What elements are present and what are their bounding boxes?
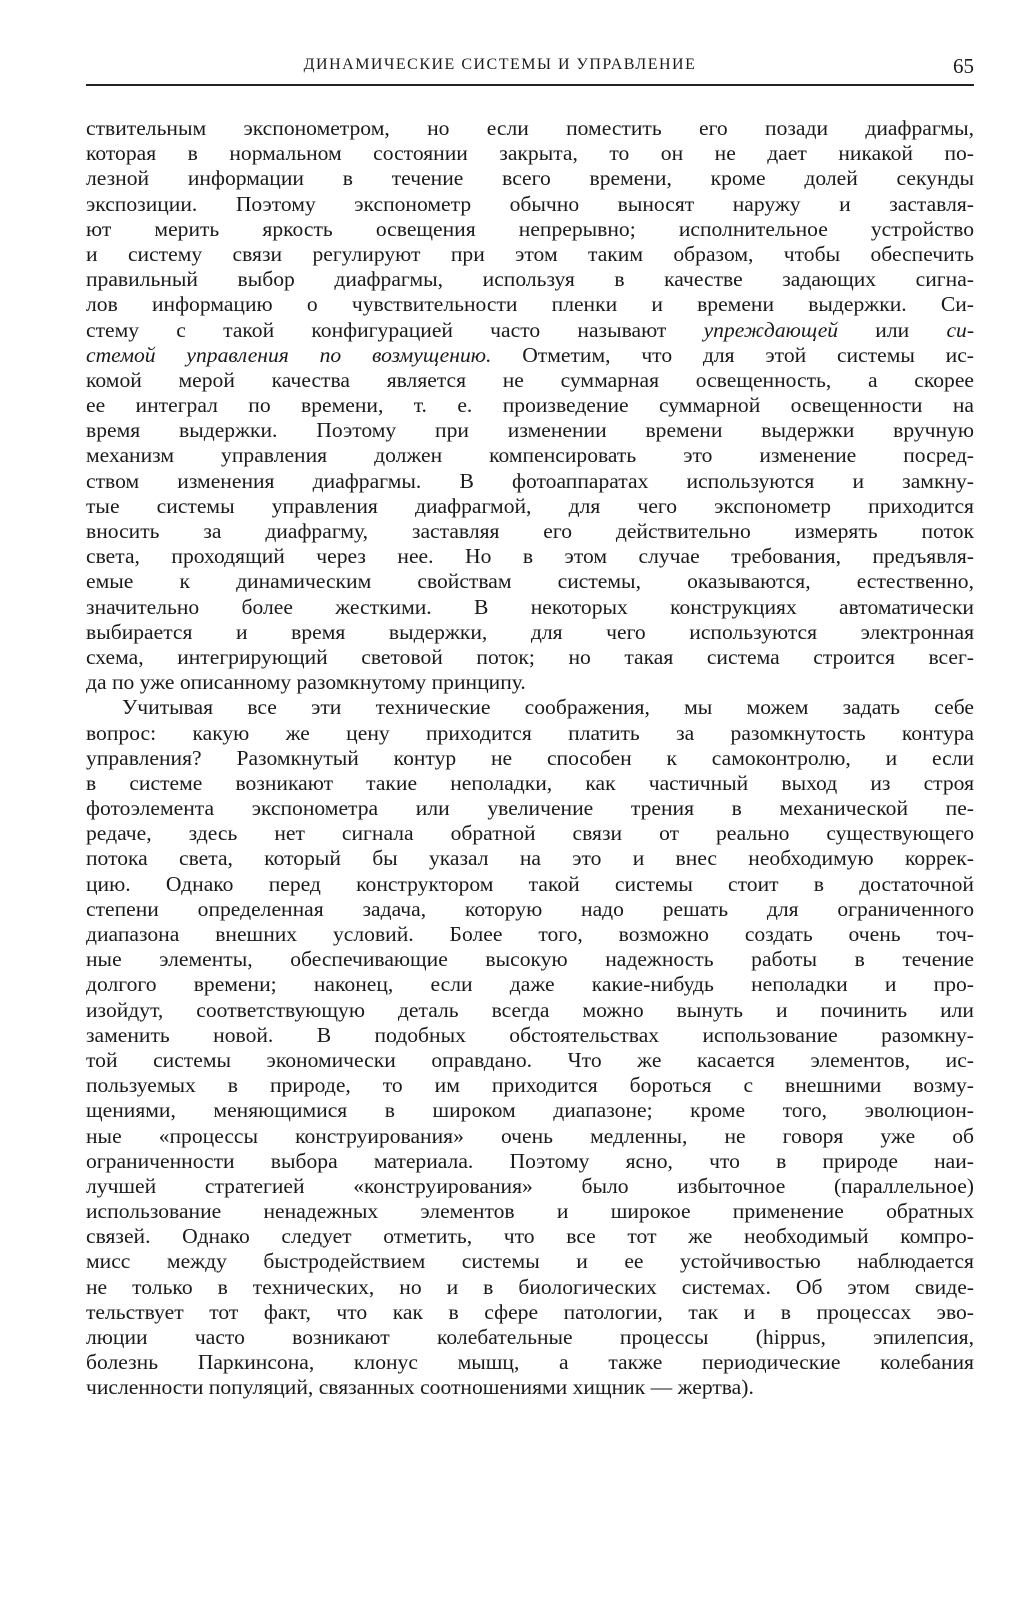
text-line: редаче, здесь нет сигнала обратной связи от реально существующего [86,821,974,846]
page-number: 65 [953,54,974,78]
text-line: степени определенная задача, которую надо решать для ограниченного [86,896,974,921]
paragraph [86,116,974,695]
text-line: той системы экономически оправдано. Что же касается элементов, ис- [86,1047,974,1072]
text-line: Учитывая все эти технические соображения, мы можем задать себе [122,695,974,720]
text-line: которая в нормальном состоянии закрыта, то он не дает никакой по- [86,141,974,166]
text-line: стему с такой конфигурацией часто называют упреждающей или си- [86,317,975,342]
text-line: численности популяций, связанных соотношениями хищник — жертва). [86,1375,754,1400]
running-title: ДИНАМИЧЕСКИЕ СИСТЕМЫ И УПРАВЛЕНИЕ [303,56,697,73]
text-line: света, проходящий через нее. Но в этом случае требования, предъявля- [86,544,974,569]
text-line: лов информацию о чувствительности пленки и времени выдержки. Си- [86,292,974,317]
text-line: значительно более жесткими. В некоторых конструкциях автоматически [86,594,974,619]
body-text [86,116,974,1401]
text-line: ограниченности выбора материала. Поэтому ясно, что в природе наи- [86,1148,974,1173]
text-line: использование ненадежных элементов и широкое применение обратных [86,1199,974,1224]
text-line: цию. Однако перед конструктором такой системы стоит в достаточной [86,871,974,896]
text-line: ством изменения диафрагмы. В фотоаппаратах используются и замкну- [86,468,974,493]
text-line: время выдержки. Поэтому при изменении времени выдержки вручную [86,418,974,443]
text-line: стемой управления по возмущению. Отметим, что для этой системы ис- [86,342,974,367]
text-line: люции часто возникают колебательные процессы (hippus, эпилепсия, [86,1325,974,1349]
text-line: ные элементы, обеспечивающие высокую надежность работы в течение [86,947,974,972]
text-line: ствительным экспонометром, но если поместить его позади диафрагмы, [86,116,974,140]
text-line: выбирается и время выдержки, для чего используются электронная [86,619,974,644]
running-head [86,54,974,86]
text-line: вопрос: какую же цену приходится платить за разомкнутость контура [86,720,974,745]
text-line: правильный выбор диафрагмы, используя в качестве задающих сигна- [86,267,974,292]
text-line: диапазона внешних условий. Более того, возможно создать очень точ- [86,922,974,946]
text-line: тельствует тот факт, что как в сфере патологии, так и в процессах эво- [86,1299,974,1324]
paragraph [86,695,974,1400]
text-line: долгого времени; наконец, если даже какие-нибудь неполадки и про- [86,972,974,997]
text-line: ные «процессы конструирования» очень медленны, не говоря уже об [86,1123,974,1148]
text-line: связей. Однако следует отметить, что все тот же необходимый компро- [86,1224,974,1249]
text-line: да по уже описанному разомкнутому принципу. [86,670,526,695]
text-line: фотоэлемента экспонометра или увеличение трения в механической пе- [86,796,974,821]
text-line: вносить за диафрагму, заставляя его действительно измерять поток [86,519,974,543]
text-line: пользуемых в природе, то им приходится бороться с внешними возму- [86,1073,974,1098]
text-line: щениями, меняющимися в широком диапазоне; кроме того, эволюцион- [86,1098,974,1123]
text-line: ее интеграл по времени, т. е. произведение суммарной освещенности на [86,393,974,418]
text-line: схема, интегрирующий световой поток; но такая система строится всег- [86,644,974,669]
text-line: тые системы управления диафрагмой, для чего экспонометр приходится [86,493,974,518]
text-line: лезной информации в течение всего времени, кроме долей секунды [86,166,974,191]
text-line: лучшей стратегией «конструирования» было избыточное (параллельное) [86,1173,974,1198]
text-line: управления? Разомкнутый контур не способен к самоконтролю, и если [86,745,974,770]
text-line: и систему связи регулируют при этом таким образом, чтобы обеспечить [86,241,974,266]
text-line: экспозиции. Поэтому экспонометр обычно выносят наружу и заставля- [86,191,974,216]
text-line: ют мерить яркость освещения непрерывно; исполнительное устройство [86,216,974,241]
text-line: комой мерой качества является не суммарная освещенность, а скорее [86,367,974,392]
text-line: емые к динамическим свойствам системы, оказываются, естественно, [86,569,974,594]
text-line: изойдут, соответствующую деталь всегда можно вынуть и починить или [86,997,974,1022]
text-line: потока света, который бы указал на это и внес необходимую коррек- [86,846,974,871]
text-line: болезнь Паркинсона, клонус мышц, а также периодические колебания [86,1350,974,1375]
text-line: механизм управления должен компенсировать это изменение посред- [86,443,974,468]
text-line: в системе возникают такие неполадки, как частичный выход из строя [86,770,974,795]
text-line: мисс между быстродействием системы и ее устойчивостью наблюдается [86,1249,974,1274]
text-line: заменить новой. В подобных обстоятельствах использование разомкну- [86,1022,974,1047]
text-line: не только в технических, но и в биологических системах. Об этом свиде- [86,1274,974,1299]
